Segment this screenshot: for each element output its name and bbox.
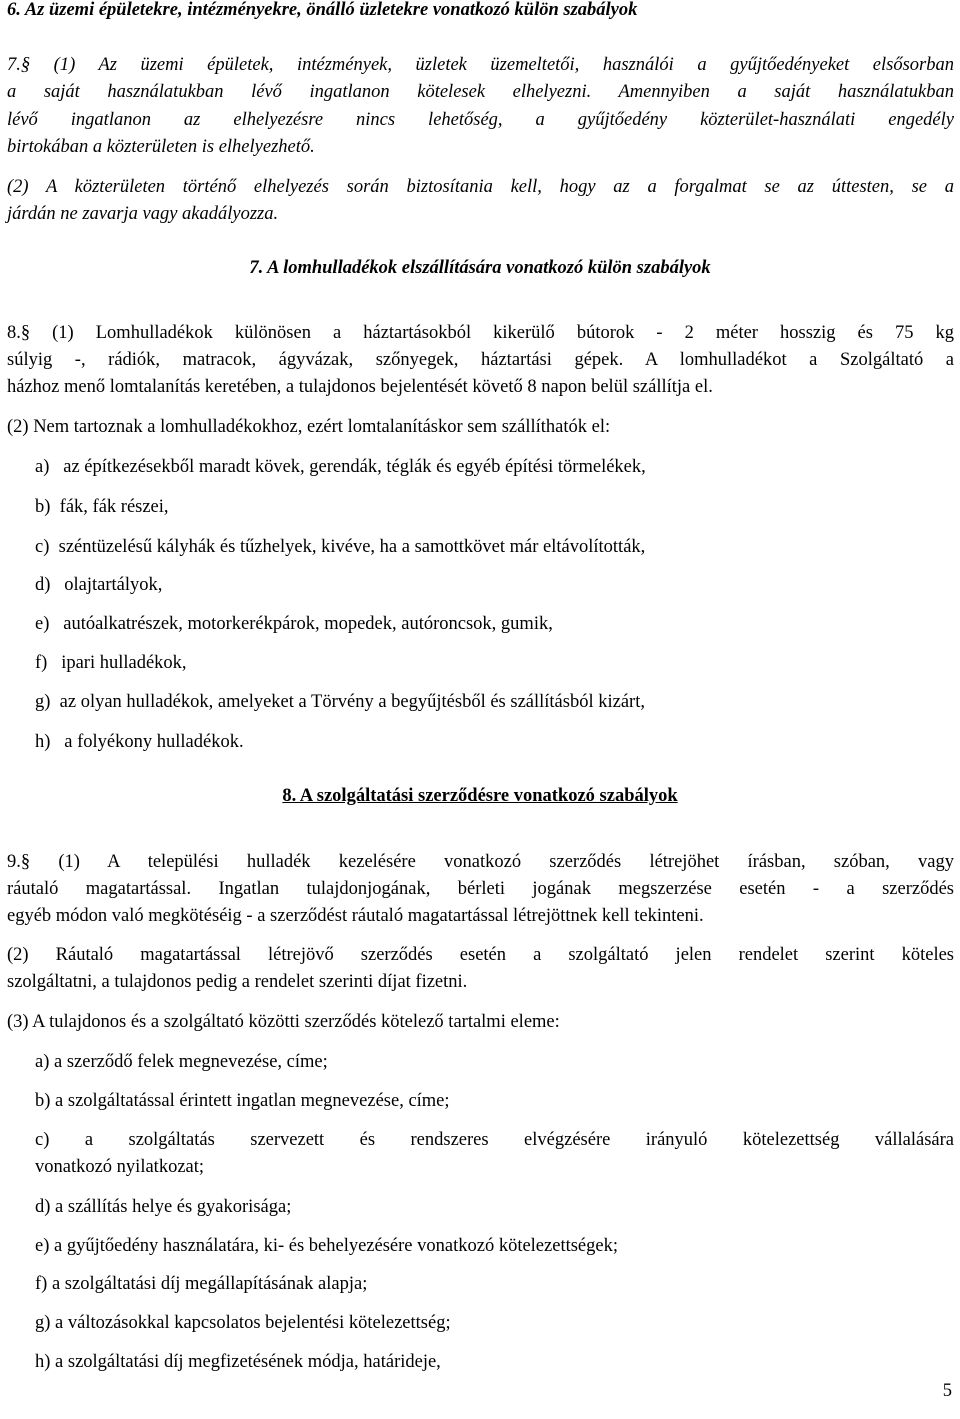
section-9-line-1: 9.§ (1) A települési hulladék kezelésére vonatkozó szerződés létrejöhet írásban, szóban, vagy [7,852,954,872]
section-8-line-2: súlyig -, rádiók, matracok, ágyvázak, szőnyegek, háztartási gépek. A lomhulladékot a Szolgáltató a [7,350,954,370]
page-title: 6. Az üzemi épületekre, intézményekre, önálló üzletekre vonatkozó külön szabályok [7,0,638,20]
heading-8-text: 8. A szolgáltatási szerződésre vonatkozó szabályok [282,786,678,806]
section-7-line-2: a saját használatukban lévő ingatlanon kötelesek elhelyezni. Amennyiben a saját használatukban [7,82,954,102]
list-item: g) az olyan hulladékok, amelyeket a Törvény a begyűjtésből és szállításból kizárt, [35,692,645,712]
list-item: f) ipari hulladékok, [35,653,187,673]
section-9-line-3: egyéb módon való megkötéséig - a szerződést ráutaló magatartással létrejöttnek kell tekinteni. [7,906,704,926]
contract-item-f: f) a szolgáltatási díj megállapításának alapja; [35,1274,368,1294]
contract-item-a: a) a szerződő felek megnevezése, címe; [35,1052,328,1072]
heading-8 [0,783,960,810]
section-9-para-2-line-2: szolgáltatni, a tulajdonos pedig a rendelet szerinti díjat fizetni. [7,972,468,992]
list-item: c) széntüzelésű kályhák és tűzhelyek, kivéve, ha a samottkövet már eltávolították, [35,537,646,557]
contract-item-h: h) a szolgáltatási díj megfizetésének módja, határideje, [35,1352,441,1372]
list-item: a) az építkezésekből maradt kövek, gerendák, téglák és egyéb építési törmelékek, [35,457,646,477]
contract-item-e: e) a gyűjtőedény használatára, ki- és behelyezésére vonatkozó kötelezettségek; [35,1236,618,1256]
section-7-para-2-line-2: járdán ne zavarja vagy akadályozza. [7,204,279,224]
section-9-para-2-line-1: (2) Ráutaló magatartással létrejövő szerződés esetén a szolgáltató jelen rendelet szerint köteles [7,945,954,965]
list-item: h) a folyékony hulladékok. [35,732,244,752]
contract-item-c-line-1: c) a szolgáltatás szervezett és rendszeres elvégzésére irányuló kötelezettség vállalására [35,1130,954,1150]
section-9-line-2: ráutaló magatartással. Ingatlan tulajdonjogának, bérleti jogának megszerzése esetén - a szerződés [7,879,954,899]
section-8-para-2: (2) Nem tartoznak a lomhulladékokhoz, ezért lomtalanításkor sem szállíthatók el: [7,417,611,437]
section-7-line-1: 7.§ (1) Az üzemi épületek, intézmények, üzletek üzemeltetői, használói a gyűjtőedényeket elsősorban [7,55,954,75]
page-number: 5 [942,1381,952,1401]
contract-item-c-line-2: vonatkozó nyilatkozat; [35,1157,205,1177]
list-item: e) autóalkatrészek, motorkerékpárok, mopedek, autóroncsok, gumik, [35,614,553,634]
section-9-para-3: (3) A tulajdonos és a szolgáltató közötti szerződés kötelező tartalmi eleme: [7,1012,560,1032]
list-item: d) olajtartályok, [35,575,163,595]
contract-item-g: g) a változásokkal kapcsolatos bejelentési kötelezettség; [35,1313,451,1333]
section-7-para-2-line-1: (2) A közterületen történő elhelyezés során biztosítania kell, hogy az a forgalmat se az úttesten, se a [7,177,954,197]
section-8-line-1: 8.§ (1) Lomhulladékok különösen a háztartásokból kikerülő bútorok - 2 méter hosszig és 75 kg [7,323,954,343]
section-7-line-3: lévő ingatlanon az elhelyezésre nincs lehetőség, a gyűjtőedény közterület-használati engedély [7,110,954,130]
contract-item-b: b) a szolgáltatással érintett ingatlan megnevezése, címe; [35,1091,450,1111]
list-item: b) fák, fák részei, [35,497,169,517]
contract-item-d: d) a szállítás helye és gyakorisága; [35,1197,292,1217]
section-8-line-3: házhoz menő lomtalanítás keretében, a tulajdonos bejelentését követő 8 napon belül szállítja el. [7,377,713,397]
section-7-line-4: birtokában a közterületen is elhelyezhető. [7,137,315,157]
heading-7: 7. A lomhulladékok elszállítására vonatkozó külön szabályok [249,258,711,278]
